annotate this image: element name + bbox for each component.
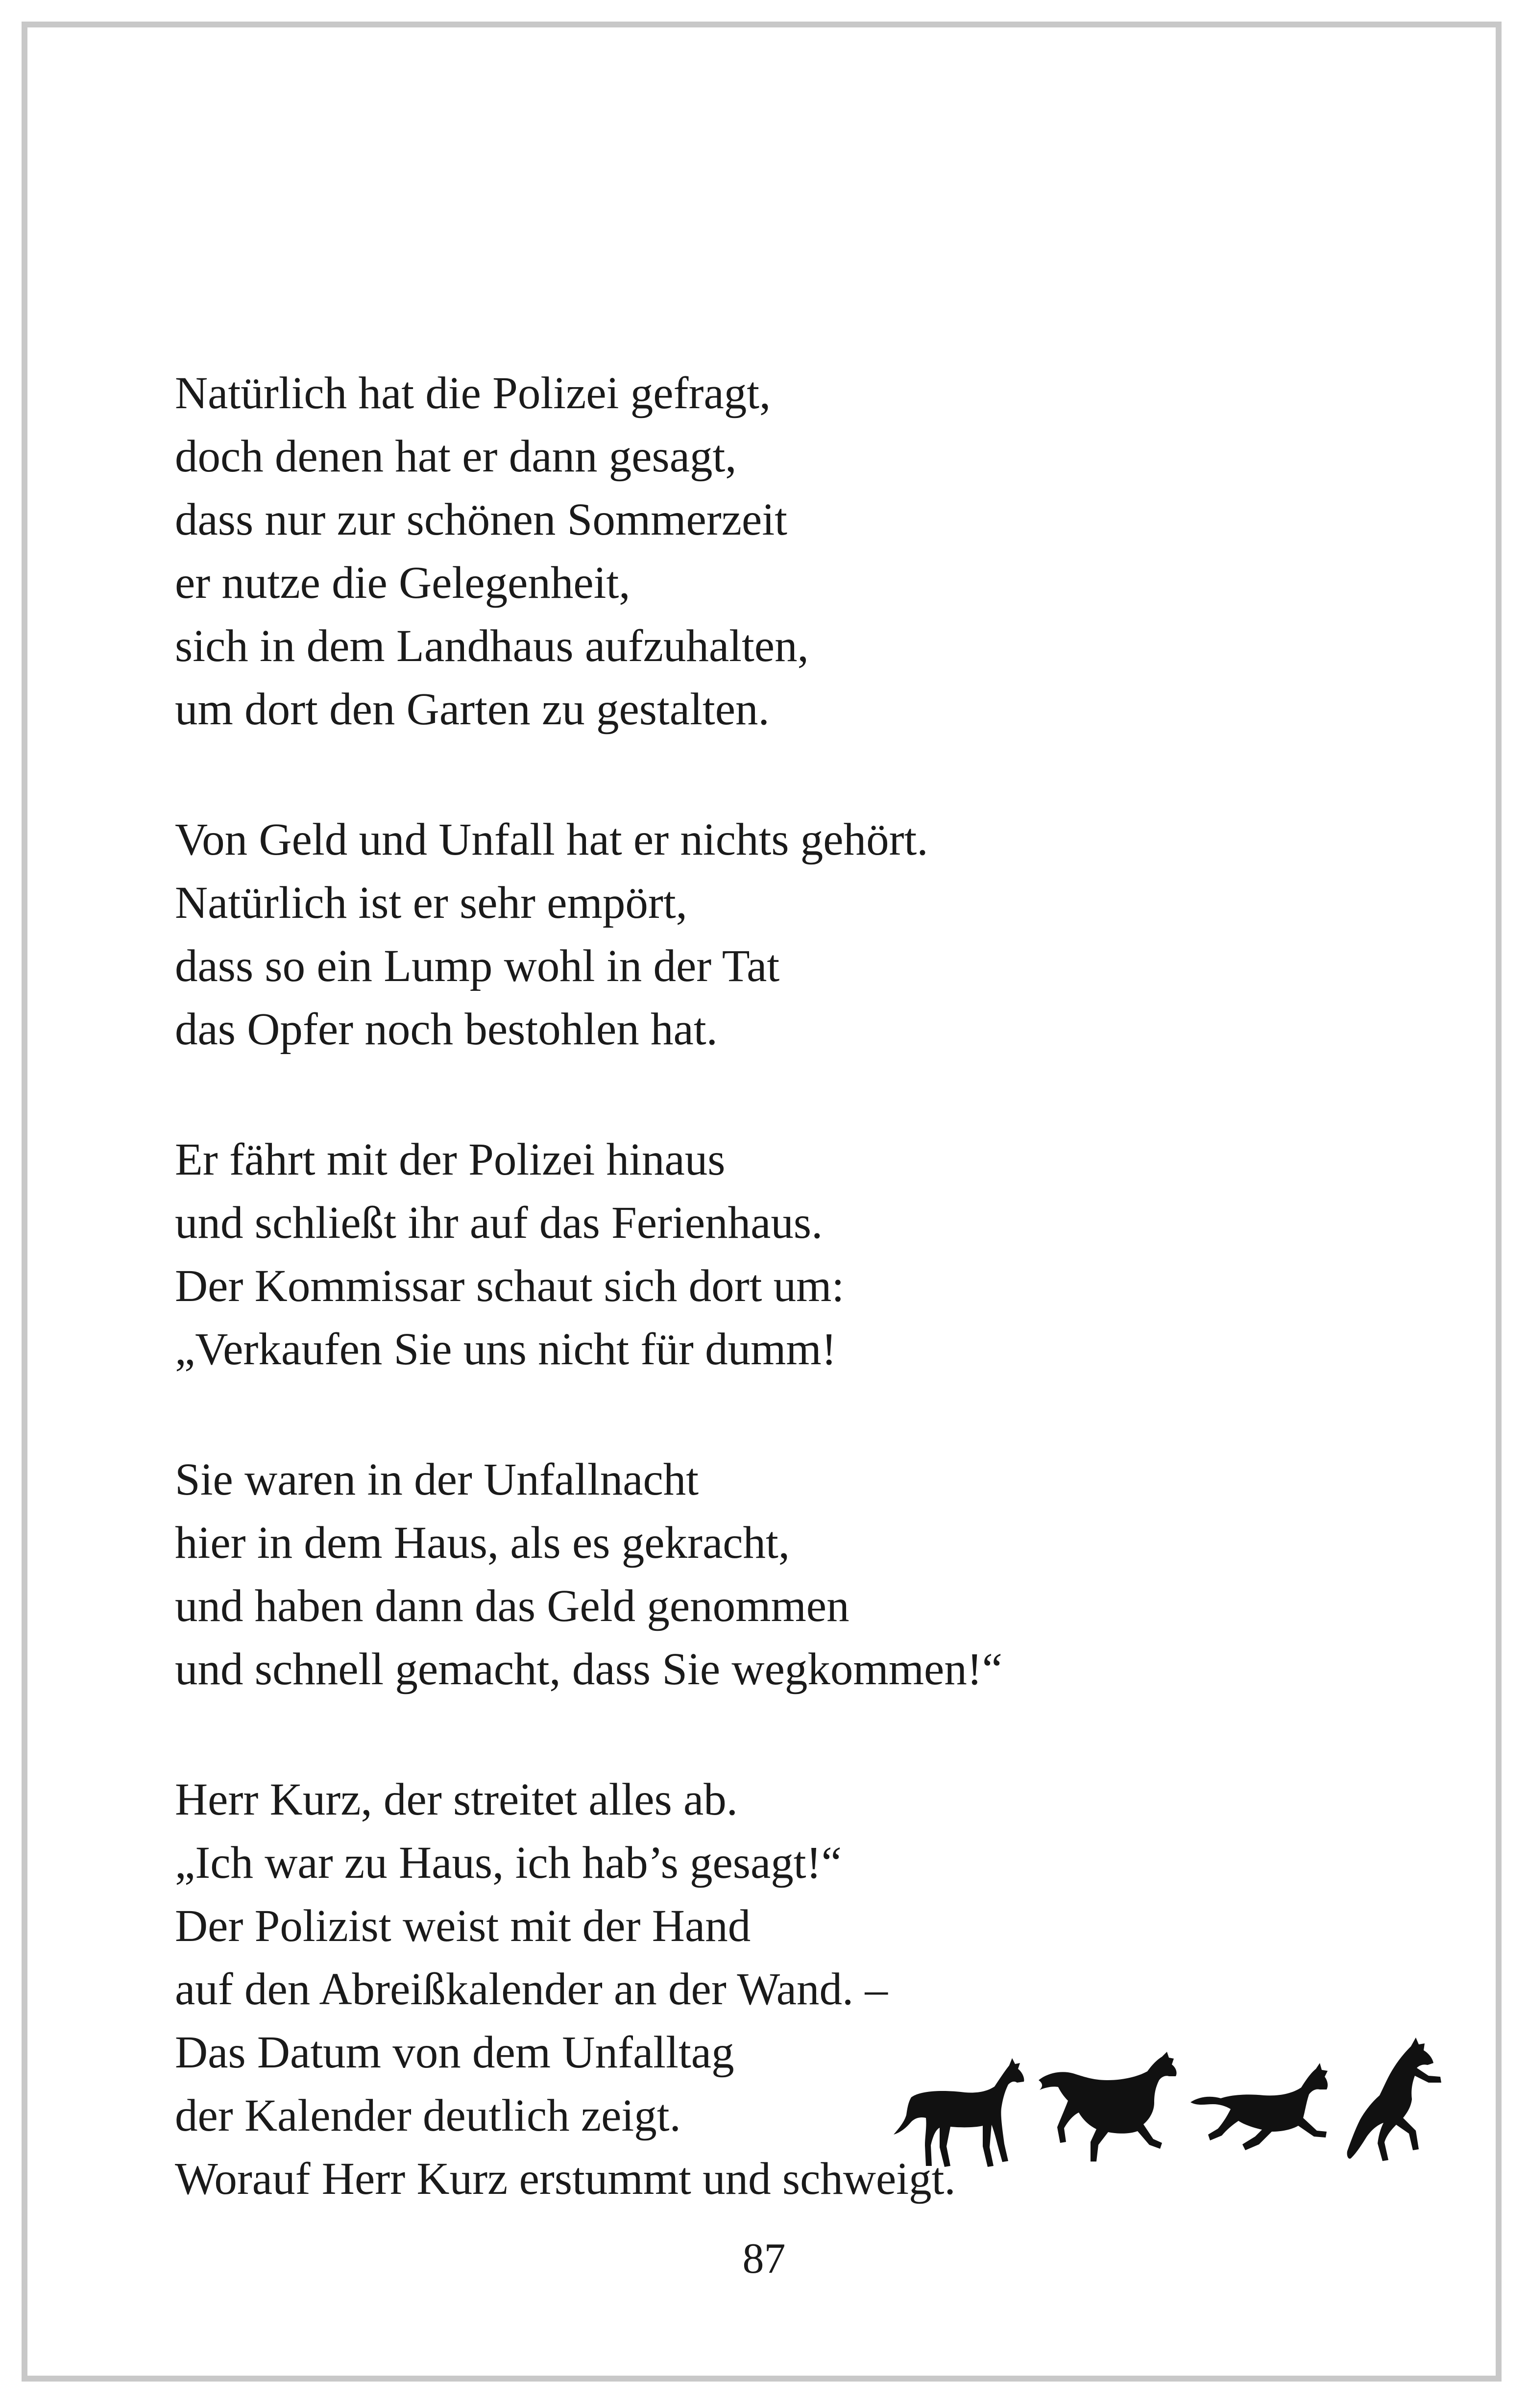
horse-silhouettes-icon xyxy=(887,2029,1460,2190)
poem-line: Worauf Herr Kurz erstummt und schweigt. xyxy=(175,2154,956,2204)
poem-line: hier in dem Haus, als es gekracht, xyxy=(175,1518,790,1568)
poem-line: und schließt ihr auf das Ferienhaus. xyxy=(175,1198,823,1248)
horse-standing-icon xyxy=(894,2058,1024,2167)
horse-rearing-icon xyxy=(1347,2038,1441,2161)
poem-line: um dort den Garten zu gestalten. xyxy=(175,684,770,735)
poem-line: dass so ein Lump wohl in der Tat xyxy=(175,941,780,991)
poem-line: auf den Abreißkalender an der Wand. – xyxy=(175,1964,888,2015)
poem-line: und haben dann das Geld genommen xyxy=(175,1581,849,1631)
page-number: 87 xyxy=(742,2235,786,2283)
poem-line: Herr Kurz, der streitet alles ab. xyxy=(175,1774,738,1825)
poem-line: er nutze die Gelegenheit, xyxy=(175,558,631,608)
poem-line: „Ich war zu Haus, ich hab’s gesagt!“ xyxy=(175,1838,842,1888)
poem-line: doch denen hat er dann gesagt, xyxy=(175,431,737,482)
horse-running-icon xyxy=(1190,2063,1328,2150)
poem-line: Das Datum von dem Unfalltag xyxy=(175,2027,734,2078)
poem-line: Der Polizist weist mit der Hand xyxy=(175,1901,751,1951)
stanza-2 xyxy=(175,808,1400,1061)
poem-line: das Opfer noch bestohlen hat. xyxy=(175,1004,718,1055)
poem xyxy=(175,362,1400,2278)
poem-line: Von Geld und Unfall hat er nichts gehört. xyxy=(175,814,928,865)
horse-galloping-icon xyxy=(1039,2052,1177,2162)
poem-line: Sie waren in der Unfallnacht xyxy=(175,1454,699,1505)
stanza-1 xyxy=(175,362,1400,741)
poem-line: dass nur zur schönen Sommerzeit xyxy=(175,494,788,545)
poem-line: Er fährt mit der Polizei hinaus xyxy=(175,1134,726,1185)
poem-line: der Kalender deutlich zeigt. xyxy=(175,2090,681,2141)
stanza-3 xyxy=(175,1128,1400,1381)
poem-line: Natürlich hat die Polizei gefragt, xyxy=(175,368,771,418)
stanza-4 xyxy=(175,1448,1400,1701)
poem-line: „Verkaufen Sie uns nicht für dumm! xyxy=(175,1324,837,1375)
poem-line: Natürlich ist er sehr empört, xyxy=(175,878,687,928)
poem-line: sich in dem Landhaus aufzuhalten, xyxy=(175,621,809,671)
poem-line: und schnell gemacht, dass Sie wegkommen!“ xyxy=(175,1644,1003,1695)
poem-line: Der Kommissar schaut sich dort um: xyxy=(175,1261,845,1311)
